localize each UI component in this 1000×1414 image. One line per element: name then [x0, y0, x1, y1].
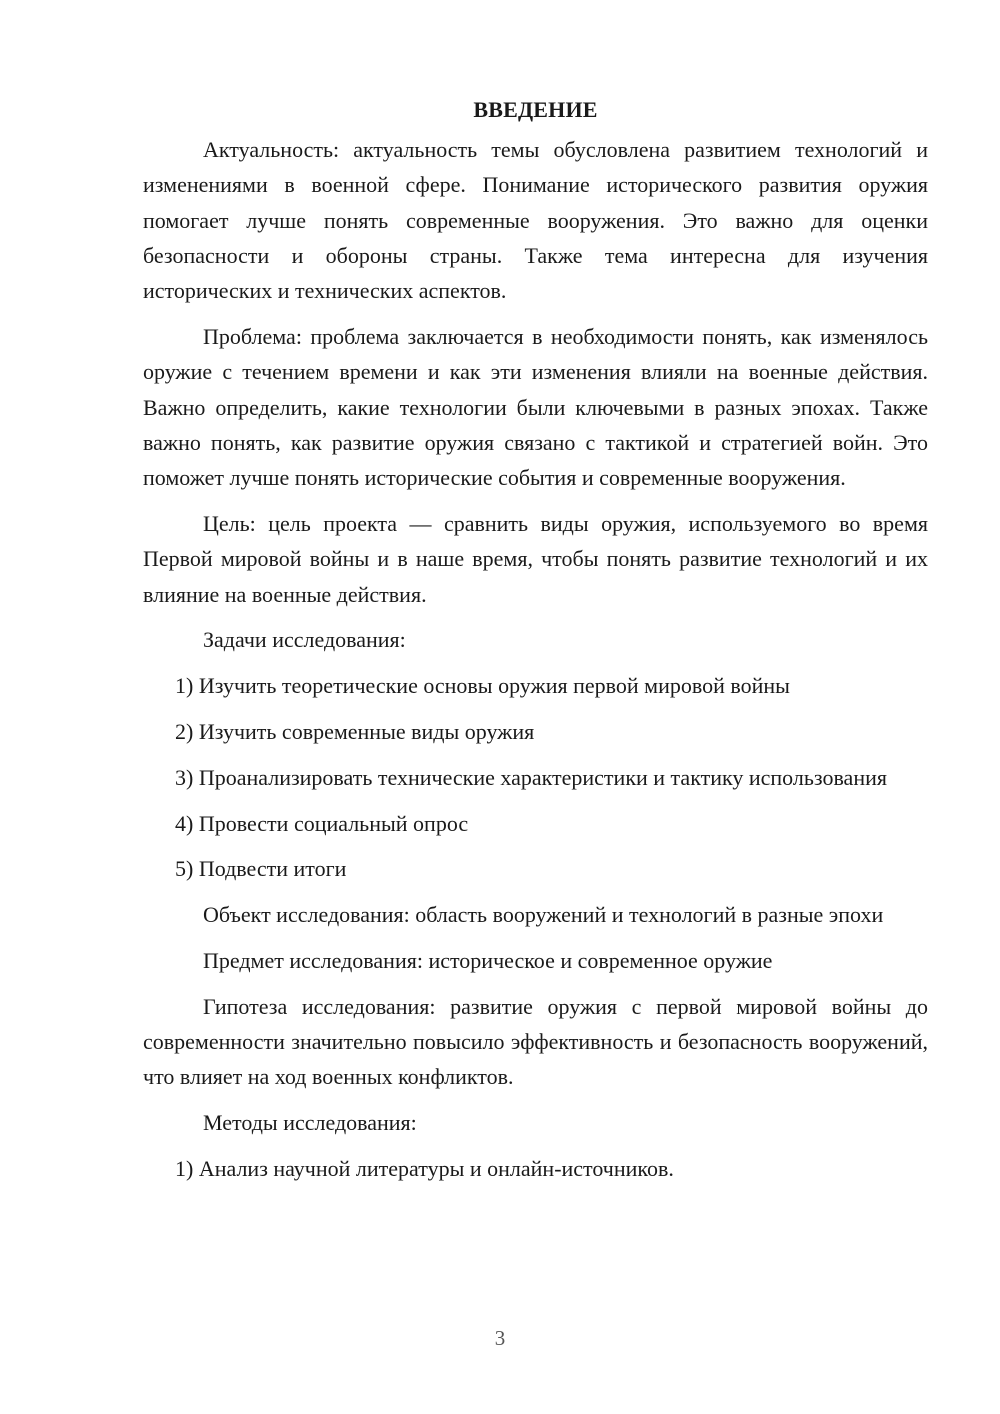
document-page [143, 88, 928, 1197]
paragraph-tasks-heading: Задачи исследования: [203, 627, 406, 653]
paragraph-goal: Цель: цель проекта — сравнить виды оружия, используемого во время Первой мировой войны и в наше время, чтобы понять развитие технологий и их влияние на военные действия. [143, 510, 928, 607]
method-item-1: 1) Анализ научной литературы и онлайн-источников. [175, 1155, 674, 1181]
task-item-3: 3) Проанализировать технические характеристики и тактику использования [175, 764, 887, 790]
paragraph-relevance: Актуальность: актуальность темы обусловлена развитием технологий и изменениями в военной сфере. Понимание исторического развития оружия помогает лучше понять современные вооружения. Это важно для оценки безопасности и обороны страны. Также тема интересна для изучения исторических и технических аспектов. [143, 137, 928, 304]
task-item-1: 1) Изучить теоретические основы оружия первой мировой войны [175, 673, 790, 699]
paragraph-hypothesis: Гипотеза исследования: развитие оружия с первой мировой войны до современности значительно повысило эффективность и безопасность вооружений, что влияет на ход военных конфликтов. [143, 993, 928, 1090]
page-title: ВВЕДЕНИЕ [473, 97, 598, 122]
page-number: 3 [494, 1326, 506, 1350]
task-item-2: 2) Изучить современные виды оружия [175, 718, 535, 744]
task-item-4: 4) Провести социальный опрос [175, 810, 469, 836]
paragraph-subject: Предмет исследования: историческое и современное оружие [203, 947, 773, 973]
task-item-5: 5) Подвести итоги [175, 856, 347, 882]
paragraph-methods-heading: Методы исследования: [203, 1110, 417, 1136]
paragraph-object: Объект исследования: область вооружений и технологий в разные эпохи [203, 902, 884, 928]
paragraph-problem: Проблема: проблема заключается в необходимости понять, как изменялось оружие с течением времени и как эти изменения влияли на военные действия. Важно определить, какие технологии были ключевыми в разных эпохах. Также важно понять, как развитие оружия связано с тактикой и стратегией войн. Это поможет лучше понять исторические события и современные вооружения. [143, 323, 928, 491]
